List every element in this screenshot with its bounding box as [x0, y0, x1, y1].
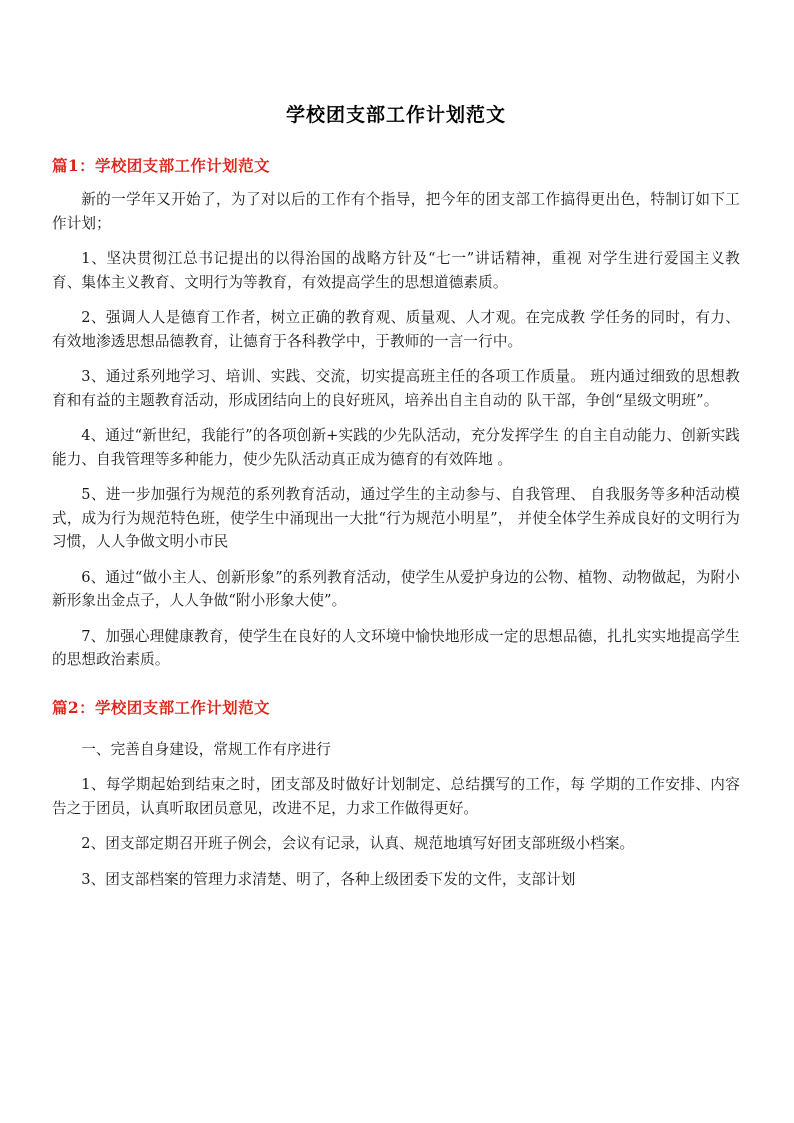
paragraph: 1、坚决贯彻江总书记提出的以得治国的战略方针及“七一”讲话精神，重视 对学生进行爱国主义教育、集体主义教育、文明行为等教育，有效提高学生的思想道德素质。 [52, 250, 740, 291]
paragraph: 新的一学年又开始了，为了对以后的工作有个指导，把今年的团支部工作搞得更出色，特制订如下工作计划； [52, 191, 740, 232]
paragraph: 5、进一步加强行为规范的系列教育活动，通过学生的主动参与、自我管理、 自我服务等多种活动模式，成为行为规范特色班，使学生中涌现出一大批“行为规范小明星”， 并使全体学生养成良好的文明行为习惯，人人争做文明小市民 [52, 486, 740, 550]
paragraph: 4、通过“新世纪，我能行”的各项创新+实践的少先队活动，充分发挥学生 的自主自动能力、创新实践能力、自我管理等多种能力，使少先队活动真正成为德育的有效阵地 。 [52, 427, 740, 468]
paragraph: 3、通过系列地学习、培训、实践、交流，切实提高班主任的各项工作质量。 班内通过细致的思想教育和有益的主题教育活动，形成团结向上的良好班风，培养出自主自动的 队干部，争创“星级文明班”。 [52, 368, 740, 409]
paragraph: 6、通过“做小主人、创新形象”的系列教育活动，使学生从爱护身边的公物、植物、动物做起，为附小新形象出金点子，人人争做“附小形象大使”。 [52, 568, 740, 609]
paragraph: 2、强调人人是德育工作者，树立正确的教育观、质量观、人才观。在完成教 学任务的同时，有力、有效地渗透思想品德教育，让德育于各科教学中，于教师的一言一行中。 [52, 309, 740, 350]
paragraph: 1、每学期起始到结束之时，团支部及时做好计划制定、总结撰写的工作，每 学期的工作安排、内容告之于团员，认真听取团员意见，改进不足，力求工作做得更好。 [52, 776, 740, 817]
paragraph: 2、团支部定期召开班子例会，会议有记录，认真、规范地填写好团支部班级小档案。 [81, 835, 635, 852]
section-block-2 [52, 696, 740, 892]
section-heading-2: 篇2：学校团支部工作计划范文 [52, 697, 270, 717]
section-block-1 [52, 154, 740, 672]
paragraph: 3、团支部档案的管理力求清楚、明了，各种上级团委下发的文件，支部计划 [81, 870, 576, 888]
paragraph: 一、完善自身建设，常规工作有序进行 [81, 740, 331, 758]
paragraph: 7、加强心理健康教育，使学生在良好的人文环境中愉快地形成一定的思想品德，扎扎实实地提高学生的思想政治素质。 [52, 627, 740, 668]
section-heading-1: 篇1：学校团支部工作计划范文 [52, 156, 270, 175]
page-title: 学校团支部工作计划范文 [285, 104, 506, 126]
